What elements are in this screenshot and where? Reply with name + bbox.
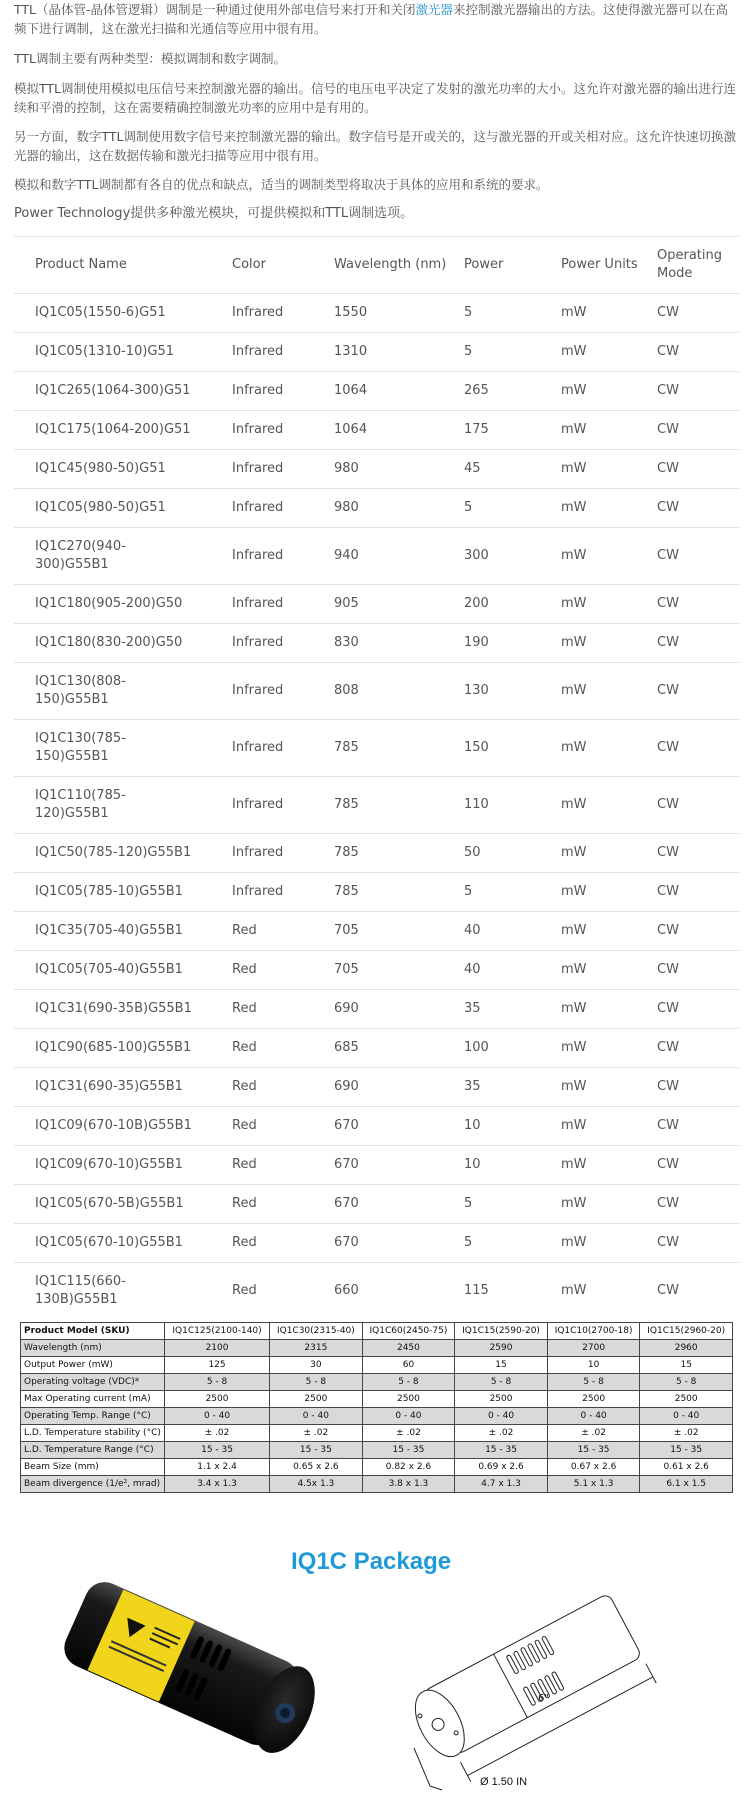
table-row <box>14 411 739 450</box>
wavelength-cell: 1310 <box>328 333 458 372</box>
power-cell: 40 <box>458 951 555 990</box>
operating-mode-cell: CW <box>651 1185 739 1224</box>
table-row <box>14 333 739 372</box>
power-cell: 35 <box>458 1068 555 1107</box>
color-cell: Red <box>226 1107 328 1146</box>
color-cell: Infrared <box>226 720 328 777</box>
spec-value-cell: 2500 <box>270 1391 363 1408</box>
color-cell: Infrared <box>226 333 328 372</box>
col-header-power: Power <box>458 237 555 294</box>
product-name-cell: IQ1C31(690-35)G55B1 <box>14 1068 226 1107</box>
table-row <box>14 1263 739 1320</box>
product-name-cell: IQ1C31(690-35B)G55B1 <box>14 990 226 1029</box>
product-name-cell: IQ1C45(980-50)G51 <box>14 450 226 489</box>
spec-value-cell: 15 - 35 <box>640 1442 733 1459</box>
spec-row <box>21 1408 733 1425</box>
col-header-operating-mode: Operating Mode <box>651 237 739 294</box>
spec-value-cell: 0.65 x 2.6 <box>270 1459 363 1476</box>
spec-value-cell: 15 - 35 <box>165 1442 270 1459</box>
product-name-cell: IQ1C05(670-5B)G55B1 <box>14 1185 226 1224</box>
spec-label-cell: Operating Temp. Range (°C) <box>21 1408 165 1425</box>
power-cell: 50 <box>458 834 555 873</box>
operating-mode-cell: CW <box>651 834 739 873</box>
wavelength-cell: 785 <box>328 873 458 912</box>
product-name-cell: IQ1C110(785- 120)G55B1 <box>14 777 226 834</box>
spec-value-cell: 0 - 40 <box>165 1408 270 1425</box>
power-units-cell: mW <box>555 489 651 528</box>
spec-value-cell: 2590 <box>455 1340 548 1357</box>
product-name-cell: IQ1C130(808- 150)G55B1 <box>14 663 226 720</box>
product-name-cell: IQ1C115(660- 130B)G55B1 <box>14 1263 226 1320</box>
diameter-dimension: Ø 1.50 IN <box>480 1776 528 1788</box>
power-cell: 265 <box>458 372 555 411</box>
spec-row <box>21 1391 733 1408</box>
spec-value-cell: 0 - 40 <box>640 1408 733 1425</box>
wavelength-cell: 670 <box>328 1146 458 1185</box>
spec-value-cell: 15 - 35 <box>270 1442 363 1459</box>
spec-value-cell: ± .02 <box>362 1425 455 1442</box>
power-units-cell: mW <box>555 834 651 873</box>
spec-table <box>20 1322 733 1493</box>
power-cell: 5 <box>458 873 555 912</box>
product-name-cell: IQ1C05(1550-6)G51 <box>14 294 226 333</box>
wavelength-cell: 660 <box>328 1263 458 1320</box>
operating-mode-cell: CW <box>651 951 739 990</box>
product-name-cell: IQ1C180(905-200)G50 <box>14 585 226 624</box>
spec-value-cell: 15 - 35 <box>547 1442 640 1459</box>
spec-value-cell: 5 - 8 <box>362 1374 455 1391</box>
spec-value-cell: 1.1 x 2.4 <box>165 1459 270 1476</box>
spec-value-cell: 0.61 x 2.6 <box>640 1459 733 1476</box>
spec-value-cell: 5 - 8 <box>455 1374 548 1391</box>
wavelength-cell: 785 <box>328 834 458 873</box>
product-table <box>14 236 739 1319</box>
table-row <box>14 450 739 489</box>
wavelength-cell: 905 <box>328 585 458 624</box>
power-units-cell: mW <box>555 450 651 489</box>
power-cell: 175 <box>458 411 555 450</box>
intro-paragraph-digital: 另一方面，数字TTL调制使用数字信号来控制激光器的输出。数字信号是开或关的，这与激光器的开或关相对应。这允许快速切换激光器的输出，这在数据传输和激光扫描等应用中很有用。 <box>14 129 737 163</box>
product-name-cell: IQ1C05(670-10)G55B1 <box>14 1224 226 1263</box>
spec-model-header: IQ1C60(2450-75) <box>362 1323 455 1340</box>
operating-mode-cell: CW <box>651 1029 739 1068</box>
power-cell: 100 <box>458 1029 555 1068</box>
power-cell: 5 <box>458 333 555 372</box>
spec-value-cell: 15 <box>455 1357 548 1374</box>
spec-label-cell: Beam divergence (1/e², mrad) <box>21 1476 165 1493</box>
operating-mode-cell: CW <box>651 663 739 720</box>
color-cell: Infrared <box>226 624 328 663</box>
table-row <box>14 720 739 777</box>
spec-model-header: IQ1C15(2960-20) <box>640 1323 733 1340</box>
intro-paragraph-ttl: TTL（晶体管-晶体管逻辑）调制是一种通过使用外部电信号来打开和关闭激光器来控制激光器输出的方法。这使得激光器可以在高频下进行调制，这在激光扫描和光通信等应用中很有用。 <box>14 2 729 36</box>
color-cell: Infrared <box>226 585 328 624</box>
wavelength-cell: 705 <box>328 912 458 951</box>
color-cell: Infrared <box>226 663 328 720</box>
power-units-cell: mW <box>555 294 651 333</box>
operating-mode-cell: CW <box>651 912 739 951</box>
spec-label-cell: L.D. Temperature stability (°C) <box>21 1425 165 1442</box>
table-row <box>14 528 739 585</box>
product-name-cell: IQ1C05(785-10)G55B1 <box>14 873 226 912</box>
wavelength-cell: 1064 <box>328 411 458 450</box>
spec-value-cell: 5 - 8 <box>640 1374 733 1391</box>
spec-value-cell: 0 - 40 <box>362 1408 455 1425</box>
spec-header-label: Product Model (SKU) <box>21 1323 165 1340</box>
spec-label-cell: Beam Size (mm) <box>21 1459 165 1476</box>
spec-value-cell: 3.4 x 1.3 <box>165 1476 270 1493</box>
operating-mode-cell: CW <box>651 1224 739 1263</box>
table-row <box>14 489 739 528</box>
operating-mode-cell: CW <box>651 873 739 912</box>
power-units-cell: mW <box>555 372 651 411</box>
spec-model-header: IQ1C125(2100-140) <box>165 1323 270 1340</box>
color-cell: Red <box>226 1224 328 1263</box>
color-cell: Infrared <box>226 411 328 450</box>
product-name-cell: IQ1C35(705-40)G55B1 <box>14 912 226 951</box>
wavelength-cell: 980 <box>328 450 458 489</box>
power-cell: 300 <box>458 528 555 585</box>
color-cell: Infrared <box>226 372 328 411</box>
power-units-cell: mW <box>555 663 651 720</box>
wavelength-cell: 685 <box>328 1029 458 1068</box>
power-units-cell: mW <box>555 720 651 777</box>
operating-mode-cell: CW <box>651 489 739 528</box>
table-row <box>14 1224 739 1263</box>
spec-row <box>21 1459 733 1476</box>
spec-model-header: IQ1C10(2700-18) <box>547 1323 640 1340</box>
table-row <box>14 372 739 411</box>
intro-paragraph-offer: Power Technology提供多种激光模块，可提供模拟和TTL调制选项。 <box>14 206 414 221</box>
power-units-cell: mW <box>555 1224 651 1263</box>
intro-paragraph-types: TTL调制主要有两种类型：模拟调制和数字调制。 <box>14 51 287 66</box>
power-units-cell: mW <box>555 951 651 990</box>
wavelength-cell: 670 <box>328 1107 458 1146</box>
spec-model-header: IQ1C30(2315-40) <box>270 1323 363 1340</box>
wavelength-cell: 690 <box>328 990 458 1029</box>
power-cell: 5 <box>458 294 555 333</box>
power-cell: 45 <box>458 450 555 489</box>
power-units-cell: mW <box>555 1107 651 1146</box>
operating-mode-cell: CW <box>651 450 739 489</box>
spec-model-header: IQ1C15(2590-20) <box>455 1323 548 1340</box>
color-cell: Red <box>226 1185 328 1224</box>
package-title: IQ1C Package <box>291 1548 452 1575</box>
spec-value-cell: ± .02 <box>547 1425 640 1442</box>
table-row <box>14 1146 739 1185</box>
product-name-cell: IQ1C90(685-100)G55B1 <box>14 1029 226 1068</box>
wavelength-cell: 808 <box>328 663 458 720</box>
spec-value-cell: 15 <box>640 1357 733 1374</box>
product-name-cell: IQ1C05(705-40)G55B1 <box>14 951 226 990</box>
wavelength-cell: 940 <box>328 528 458 585</box>
wavelength-cell: 1064 <box>328 372 458 411</box>
table-row <box>14 624 739 663</box>
spec-header-row <box>21 1323 733 1340</box>
product-name-cell: IQ1C130(785- 150)G55B1 <box>14 720 226 777</box>
operating-mode-cell: CW <box>651 777 739 834</box>
col-header-power-units: Power Units <box>555 237 651 294</box>
power-cell: 190 <box>458 624 555 663</box>
length-dimension: 6" <box>538 1693 549 1704</box>
power-units-cell: mW <box>555 528 651 585</box>
spec-value-cell: 2500 <box>362 1391 455 1408</box>
spec-value-cell: 4.5x 1.3 <box>270 1476 363 1493</box>
wavelength-cell: 690 <box>328 1068 458 1107</box>
color-cell: Infrared <box>226 489 328 528</box>
spec-row <box>21 1340 733 1357</box>
product-name-cell: IQ1C265(1064-300)G51 <box>14 372 226 411</box>
product-name-cell: IQ1C180(830-200)G50 <box>14 624 226 663</box>
table-row <box>14 777 739 834</box>
spec-label-cell: Operating voltage (VDC)* <box>21 1374 165 1391</box>
col-header-wavelength: Wavelength (nm) <box>328 237 458 294</box>
spec-row <box>21 1442 733 1459</box>
power-cell: 130 <box>458 663 555 720</box>
spec-value-cell: 2960 <box>640 1340 733 1357</box>
col-header-product-name: Product Name <box>14 237 226 294</box>
spec-value-cell: 0 - 40 <box>547 1408 640 1425</box>
wavelength-cell: 785 <box>328 777 458 834</box>
power-units-cell: mW <box>555 585 651 624</box>
spec-value-cell: ± .02 <box>640 1425 733 1442</box>
package-line-drawing <box>400 1560 660 1796</box>
spec-value-cell: 3.8 x 1.3 <box>362 1476 455 1493</box>
spec-label-cell: Output Power (mW) <box>21 1357 165 1374</box>
wavelength-cell: 670 <box>328 1185 458 1224</box>
power-units-cell: mW <box>555 624 651 663</box>
power-units-cell: mW <box>555 1146 651 1185</box>
color-cell: Infrared <box>226 528 328 585</box>
product-name-cell: IQ1C05(1310-10)G51 <box>14 333 226 372</box>
table-row <box>14 951 739 990</box>
laser-module-photo <box>58 1560 358 1780</box>
table-row <box>14 1029 739 1068</box>
color-cell: Infrared <box>226 777 328 834</box>
wavelength-cell: 705 <box>328 951 458 990</box>
spec-value-cell: 2500 <box>640 1391 733 1408</box>
operating-mode-cell: CW <box>651 294 739 333</box>
operating-mode-cell: CW <box>651 411 739 450</box>
spec-value-cell: 2500 <box>547 1391 640 1408</box>
product-name-cell: IQ1C05(980-50)G51 <box>14 489 226 528</box>
power-units-cell: mW <box>555 333 651 372</box>
power-cell: 10 <box>458 1146 555 1185</box>
spec-value-cell: 15 - 35 <box>455 1442 548 1459</box>
power-cell: 35 <box>458 990 555 1029</box>
spec-value-cell: 15 - 35 <box>362 1442 455 1459</box>
power-units-cell: mW <box>555 1029 651 1068</box>
power-units-cell: mW <box>555 411 651 450</box>
operating-mode-cell: CW <box>651 1146 739 1185</box>
spec-value-cell: 2315 <box>270 1340 363 1357</box>
spec-value-cell: 0.67 x 2.6 <box>547 1459 640 1476</box>
power-units-cell: mW <box>555 912 651 951</box>
spec-value-cell: 4.7 x 1.3 <box>455 1476 548 1493</box>
wavelength-cell: 980 <box>328 489 458 528</box>
power-cell: 5 <box>458 489 555 528</box>
color-cell: Red <box>226 1146 328 1185</box>
spec-row <box>21 1357 733 1374</box>
spec-value-cell: 60 <box>362 1357 455 1374</box>
power-units-cell: mW <box>555 1263 651 1320</box>
spec-value-cell: 5 - 8 <box>270 1374 363 1391</box>
spec-table-body <box>21 1323 733 1493</box>
spec-value-cell: 2700 <box>547 1340 640 1357</box>
spec-value-cell: 2500 <box>165 1391 270 1408</box>
table-row <box>14 912 739 951</box>
power-cell: 150 <box>458 720 555 777</box>
product-name-cell: IQ1C175(1064-200)G51 <box>14 411 226 450</box>
power-units-cell: mW <box>555 1068 651 1107</box>
spec-value-cell: 2500 <box>455 1391 548 1408</box>
spec-value-cell: 2100 <box>165 1340 270 1357</box>
color-cell: Infrared <box>226 873 328 912</box>
table-row <box>14 834 739 873</box>
spec-value-cell: 2450 <box>362 1340 455 1357</box>
spec-value-cell: 125 <box>165 1357 270 1374</box>
operating-mode-cell: CW <box>651 624 739 663</box>
spec-value-cell: 5.1 x 1.3 <box>547 1476 640 1493</box>
product-name-cell: IQ1C270(940- 300)G55B1 <box>14 528 226 585</box>
product-name-cell: IQ1C50(785-120)G55B1 <box>14 834 226 873</box>
spec-row <box>21 1476 733 1493</box>
color-cell: Red <box>226 1068 328 1107</box>
power-cell: 5 <box>458 1224 555 1263</box>
power-cell: 10 <box>458 1107 555 1146</box>
power-units-cell: mW <box>555 777 651 834</box>
spec-row <box>21 1374 733 1391</box>
spec-value-cell: ± .02 <box>270 1425 363 1442</box>
spec-label-cell: L.D. Temperature Range (°C) <box>21 1442 165 1459</box>
spec-row <box>21 1425 733 1442</box>
power-units-cell: mW <box>555 1185 651 1224</box>
operating-mode-cell: CW <box>651 1068 739 1107</box>
operating-mode-cell: CW <box>651 1107 739 1146</box>
operating-mode-cell: CW <box>651 990 739 1029</box>
color-cell: Red <box>226 951 328 990</box>
spec-value-cell: ± .02 <box>165 1425 270 1442</box>
spec-value-cell: 5 - 8 <box>165 1374 270 1391</box>
color-cell: Infrared <box>226 294 328 333</box>
color-cell: Red <box>226 990 328 1029</box>
operating-mode-cell: CW <box>651 585 739 624</box>
color-cell: Infrared <box>226 834 328 873</box>
color-cell: Red <box>226 1029 328 1068</box>
product-table-header <box>14 237 739 294</box>
table-row <box>14 663 739 720</box>
power-cell: 115 <box>458 1263 555 1320</box>
table-row <box>14 294 739 333</box>
table-row <box>14 873 739 912</box>
table-row <box>14 1068 739 1107</box>
col-header-color: Color <box>226 237 328 294</box>
spec-value-cell: 0 - 40 <box>270 1408 363 1425</box>
power-cell: 200 <box>458 585 555 624</box>
wavelength-cell: 785 <box>328 720 458 777</box>
intro-paragraph-compare: 模拟和数字TTL调制都有各自的优点和缺点，适当的调制类型将取决于具体的应用和系统的要求。 <box>14 177 549 192</box>
spec-value-cell: ± .02 <box>455 1425 548 1442</box>
spec-value-cell: 0.69 x 2.6 <box>455 1459 548 1476</box>
wavelength-cell: 830 <box>328 624 458 663</box>
power-cell: 40 <box>458 912 555 951</box>
spec-label-cell: Wavelength (nm) <box>21 1340 165 1357</box>
spec-label-cell: Max Operating current (mA) <box>21 1391 165 1408</box>
operating-mode-cell: CW <box>651 720 739 777</box>
color-cell: Infrared <box>226 450 328 489</box>
spec-value-cell: 30 <box>270 1357 363 1374</box>
operating-mode-cell: CW <box>651 333 739 372</box>
laser-link[interactable]: 激光器 <box>415 2 454 17</box>
color-cell: Red <box>226 1263 328 1320</box>
product-name-cell: IQ1C09(670-10)G55B1 <box>14 1146 226 1185</box>
spec-value-cell: 5 - 8 <box>547 1374 640 1391</box>
product-table-body <box>14 294 739 1320</box>
product-name-cell: IQ1C09(670-10B)G55B1 <box>14 1107 226 1146</box>
operating-mode-cell: CW <box>651 528 739 585</box>
spec-value-cell: 0.82 x 2.6 <box>362 1459 455 1476</box>
power-units-cell: mW <box>555 873 651 912</box>
wavelength-cell: 670 <box>328 1224 458 1263</box>
color-cell: Red <box>226 912 328 951</box>
spec-value-cell: 10 <box>547 1357 640 1374</box>
operating-mode-cell: CW <box>651 372 739 411</box>
table-row <box>14 990 739 1029</box>
spec-value-cell: 6.1 x 1.5 <box>640 1476 733 1493</box>
table-row <box>14 585 739 624</box>
table-row <box>14 1107 739 1146</box>
wavelength-cell: 1550 <box>328 294 458 333</box>
power-units-cell: mW <box>555 990 651 1029</box>
table-row <box>14 1185 739 1224</box>
operating-mode-cell: CW <box>651 1263 739 1320</box>
intro-paragraph-analog: 模拟TTL调制使用模拟电压信号来控制激光器的输出。信号的电压电平决定了发射的激光功率的大小。这允许对激光器的输出进行连续和平滑的控制，这在需要精确控制激光功率的应用中是有用的。 <box>14 81 737 115</box>
spec-value-cell: 0 - 40 <box>455 1408 548 1425</box>
power-cell: 5 <box>458 1185 555 1224</box>
power-cell: 110 <box>458 777 555 834</box>
